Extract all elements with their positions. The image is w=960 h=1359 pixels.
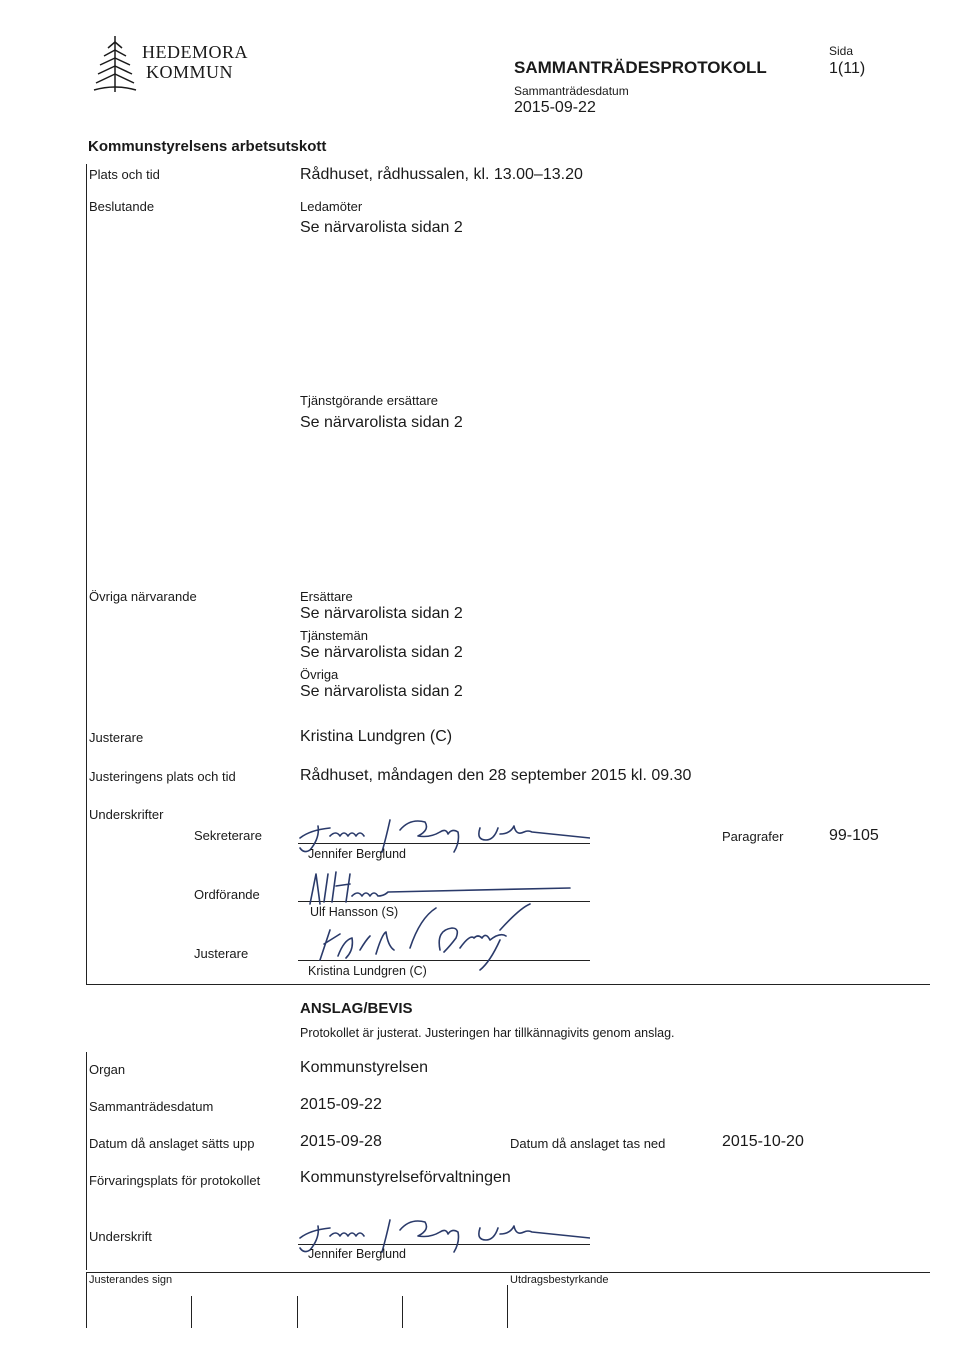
tree-icon [90, 34, 140, 96]
page-label: Sida [829, 44, 854, 58]
logo-line1: HEDEMORA [142, 42, 248, 62]
notice-text: Protokollet är justerat. Justeringen har tillkännagivits genom anslag. [300, 1026, 675, 1040]
others-officials-label: Tjänstemän [300, 628, 368, 643]
adjust-place-label: Justeringens plats och tid [89, 769, 236, 784]
place-value: Rådhuset, rådhussalen, kl. 13.00–13.20 [300, 166, 583, 183]
posted-label: Datum då anslaget sätts upp [89, 1136, 255, 1151]
paragraphs-value: 99-105 [829, 827, 879, 844]
extract-certifier-label: Utdragsbestyrkande [510, 1274, 609, 1286]
footer-divider-4 [402, 1296, 403, 1328]
date-label: Sammanträdesdatum [514, 84, 629, 98]
signature-name-secretary: Jennifer Berglund [308, 847, 406, 861]
notice-title: ANSLAG/BEVIS [300, 1000, 413, 1017]
removed-value: 2015-10-20 [722, 1133, 804, 1150]
notice-separator [86, 984, 930, 985]
footer-divider-2 [191, 1296, 192, 1328]
place-label: Plats och tid [89, 167, 160, 182]
adjusters-sign-label: Justerandes sign [89, 1274, 173, 1286]
paragraphs-label: Paragrafer [722, 829, 784, 844]
adjust-place-value: Rådhuset, måndagen den 28 september 2015 kl. 09.30 [300, 767, 692, 784]
substitutes-label: Tjänstgörande ersättare [300, 393, 439, 408]
others-label: Övriga närvarande [89, 589, 197, 604]
page-number: 1(11) [829, 60, 866, 77]
members-value: Se närvarolista sidan 2 [300, 219, 463, 236]
adjuster-value: Kristina Lundgren (C) [300, 728, 453, 745]
footer-divider-3 [297, 1296, 298, 1328]
others-other-label: Övriga [300, 667, 339, 682]
signature-role-adjuster: Justerare [194, 946, 249, 961]
footer-top-line [86, 1272, 930, 1273]
notice-sign-name: Jennifer Berglund [308, 1247, 406, 1261]
substitutes-value: Se närvarolista sidan 2 [300, 414, 463, 431]
adjuster-label: Justerare [89, 730, 144, 745]
others-substitutes-value: Se närvarolista sidan 2 [300, 605, 463, 622]
notice-date-value: 2015-09-22 [300, 1096, 382, 1113]
committee-title: Kommunstyrelsens arbetsutskott [88, 138, 327, 155]
posted-value: 2015-09-28 [300, 1133, 382, 1150]
footer-divider-5 [507, 1285, 508, 1328]
storage-value: Kommunstyrelseförvaltningen [300, 1169, 511, 1186]
signatures-label: Underskrifter [89, 807, 164, 822]
others-substitutes-label: Ersättare [300, 589, 353, 604]
form-left-border [86, 164, 87, 984]
notice-date-label: Sammanträdesdatum [89, 1099, 214, 1114]
members-label: Ledamöter [300, 199, 363, 214]
signature-role-chair: Ordförande [194, 887, 260, 902]
organ-label: Organ [89, 1062, 126, 1077]
municipality-logo [90, 34, 250, 96]
footer-divider-1 [86, 1272, 87, 1328]
signature-role-secretary: Sekreterare [194, 828, 262, 843]
decision-label: Beslutande [89, 199, 155, 214]
others-other-value: Se närvarolista sidan 2 [300, 683, 463, 700]
logo-line2: KOMMUN [146, 62, 234, 82]
notice-sign-label: Underskrift [89, 1229, 152, 1244]
removed-label: Datum då anslaget tas ned [510, 1136, 666, 1151]
organ-value: Kommunstyrelsen [300, 1059, 429, 1076]
others-officials-value: Se närvarolista sidan 2 [300, 644, 463, 661]
doc-type: SAMMANTRÄDESPROTOKOLL [514, 58, 767, 77]
storage-label: Förvaringsplats för protokollet [89, 1173, 261, 1188]
notice-left-border [86, 1052, 87, 1270]
signature-name-chair: Ulf Hansson (S) [310, 905, 399, 919]
signature-name-adjuster: Kristina Lundgren (C) [308, 964, 427, 978]
meeting-date: 2015-09-22 [514, 99, 596, 116]
